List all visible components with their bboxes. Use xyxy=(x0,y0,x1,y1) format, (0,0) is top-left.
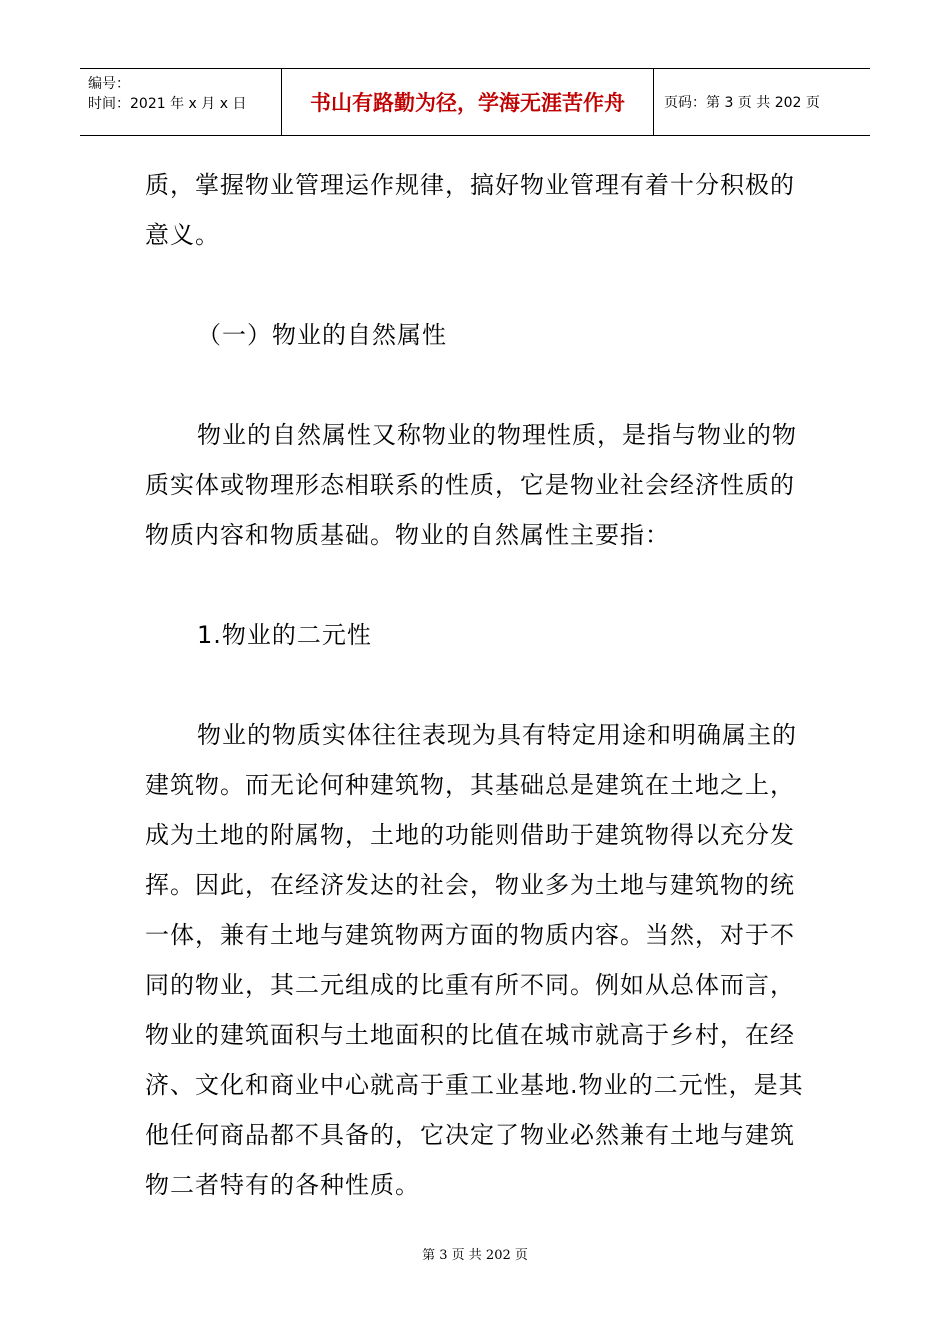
subsection-heading: 1.物业的二元性 xyxy=(197,621,372,649)
paragraph: 物业的自然属性又称物业的物理性质，是指与物业的物质实体或物理形态相联系的性质，它是物业社会经济性质的物质内容和物质基础。物业的自然属性主要指： xyxy=(145,421,797,549)
paragraph: 物业的物质实体往往表现为具有特定用途和明确属主的建筑物。而无论何种建筑物，其基础总是建筑在土地之上，成为土地的附属物，土地的功能则借助于建筑物得以充分发挥。因此，在经济发达的社会，物业多为土地与建筑物的统一体，兼有土地与建筑物两方面的物质内容。当然，对于不同的物业，其二元组成的比重有所不同。例如从总体而言，物业的建筑面积与土地面积的比值在城市就高于乡村，在经济、文化和商业中心就高于重工业基地.物业的二元性，是其他任何商品都不具备的，它决定了物业必然兼有土地与建筑物二者特有的各种性质。 xyxy=(145,721,804,1199)
header-meta xyxy=(80,69,282,135)
header-page-info: 页码：第 3 页 共 202 页 xyxy=(664,95,820,111)
header-motto: 书山有路勤为径，学海无涯苦作舟 xyxy=(282,69,654,135)
paragraph-continuation: 质，掌握物业管理运作规律，搞好物业管理有着十分积极的意义。 xyxy=(145,171,795,249)
document-number: 编号： xyxy=(88,76,130,92)
section-heading: （一）物业的自然属性 xyxy=(197,321,447,349)
page-footer: 第 3 页 共 202 页 xyxy=(422,1248,528,1263)
document-date: 时间：2021 年 x 月 x 日 xyxy=(88,96,247,112)
page-header xyxy=(80,68,870,136)
document-body xyxy=(145,160,810,1210)
